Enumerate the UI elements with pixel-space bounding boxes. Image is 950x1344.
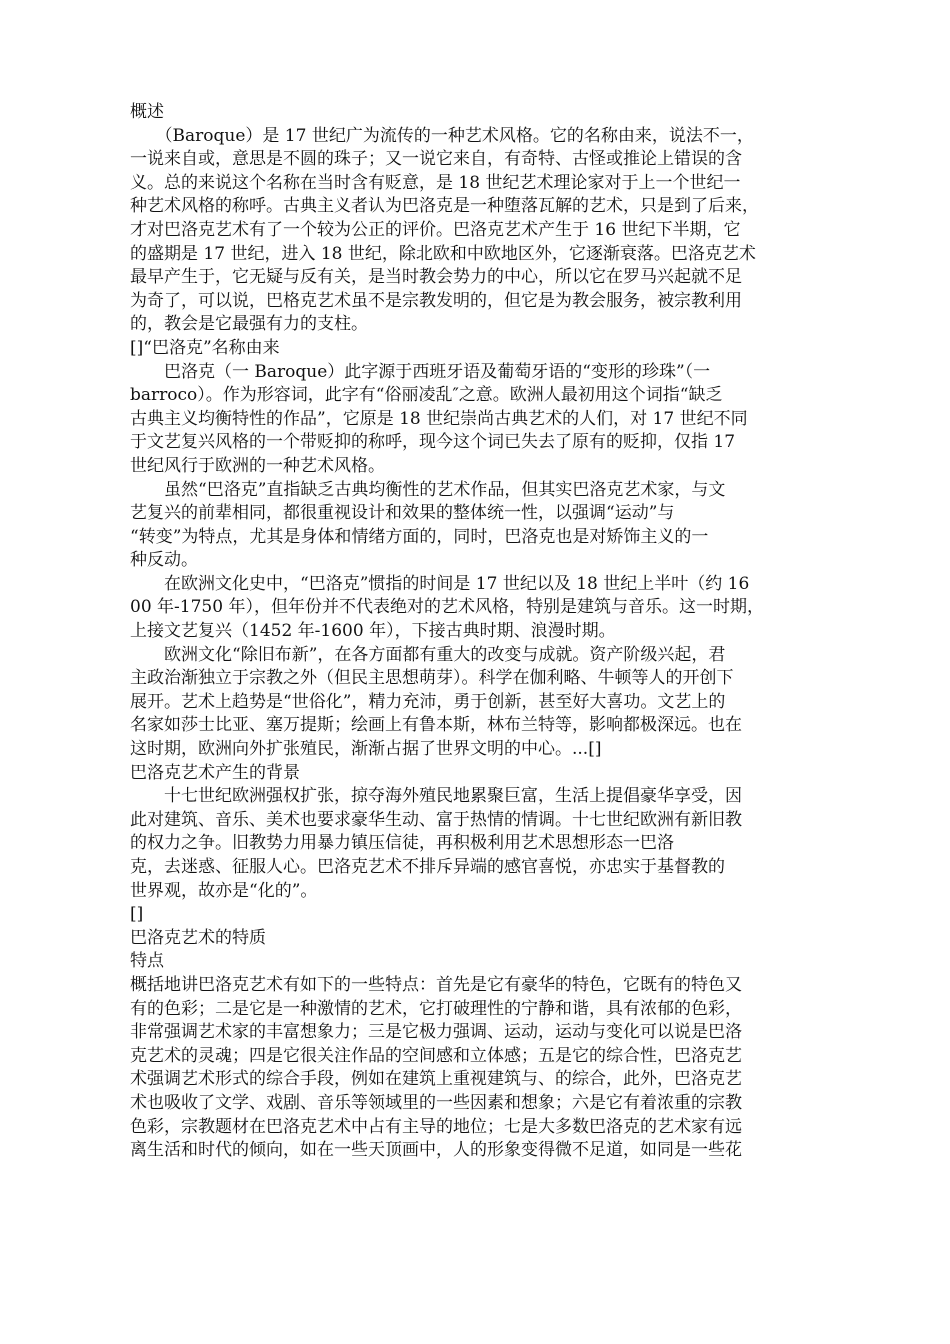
text-line: 最早产生于，它无疑与反有关，是当时教会势力的中心，所以它在罗马兴起就不足 [130, 267, 742, 288]
text-line: 巴洛克艺术的特质 [130, 927, 266, 948]
text-line: 欧洲文化“除旧布新”，在各方面都有重大的改变与成就。资产阶级兴起，君 [130, 644, 726, 665]
text-line: 概述 [130, 102, 164, 122]
text-line: （Baroque）是 17 世纪广为流传的一种艺术风格。它的名称由来，说法不一， [130, 125, 754, 146]
text-line: 古典主义均衡特性的作品”，它原是 18 世纪崇尚古典艺术的人们，对 17 世纪不同 [130, 408, 748, 429]
text-line: 概括地讲巴洛克艺术有如下的一些特点：首先是它有豪华的特色，它既有的特色又 [130, 974, 742, 995]
text-line: 克艺术的灵魂；四是它很关注作品的空间感和立体感；五是它的综合性，巴洛克艺 [130, 1045, 742, 1066]
document-body [130, 101, 830, 1163]
text-line: 艺复兴的前辈相同，都很重视设计和效果的整体统一性，以强调“运动”与 [130, 503, 675, 524]
text-line: 术强调艺术形式的综合手段，例如在建筑上重视建筑与、的综合，此外，巴洛克艺 [130, 1069, 742, 1090]
text-line: 00 年-1750 年），但年份并不代表绝对的艺术风格，特别是建筑与音乐。这一时期， [130, 597, 764, 618]
text-line: 巴洛克艺术产生的背景 [130, 762, 300, 783]
text-line: 世界观，故亦是“化的”。 [130, 880, 318, 901]
text-line: []“巴洛克”名称由来 [130, 337, 280, 358]
text-line: 种艺术风格的称呼。古典主义者认为巴洛克是一种堕落瓦解的艺术，只是到了后来， [130, 196, 759, 217]
text-line: 才对巴洛克艺术有了一个较为公正的评价。巴洛克艺术产生于 16 世纪下半期，它 [130, 219, 741, 240]
text-line: 色彩，宗教题材在巴洛克艺术中占有主导的地位；七是大多数巴洛克的艺术家有远 [130, 1116, 742, 1137]
text-line: 一说来自或，意思是不圆的珠子；又一说它来自，有奇特、古怪或推论上错误的含 [130, 149, 742, 170]
text-line: 克，去迷惑、征服人心。巴洛克艺术不排斥异端的感官喜悦，亦忠实于基督教的 [130, 857, 725, 877]
text-line: 的，教会是它最强有力的支柱。 [130, 314, 368, 335]
text-line: 在欧洲文化史中，“巴洛克”惯指的时间是 17 世纪以及 18 世纪上半叶（约 16 [130, 573, 750, 594]
text-line: 于文艺复兴风格的一个带贬抑的称呼，现今这个词已失去了原有的贬抑，仅指 17 [130, 432, 736, 453]
text-line: 虽然“巴洛克”直指缺乏古典均衡性的艺术作品，但其实巴洛克艺术家，与文 [130, 479, 726, 500]
text-line: 此对建筑、音乐、美术也要求豪华生动、富于热情的情调。十七世纪欧洲有新旧教 [130, 809, 742, 830]
text-line: 巴洛克（一 Baroque）此字源于西班牙语及葡萄牙语的“变形的珍珠”（一 [130, 361, 711, 382]
text-line: 术也吸收了文学、戏剧、音乐等领域里的一些因素和想象；六是它有着浓重的宗教 [130, 1092, 742, 1113]
text-line: 为奇了，可以说，巴格克艺术虽不是宗教发明的，但它是为教会服务，被宗教利用 [130, 290, 742, 311]
text-line: 世纪风行于欧洲的一种艺术风格。 [130, 455, 385, 476]
text-line: [] [130, 904, 144, 925]
text-line: barroco）。作为形容词，此字有“俗丽凌乱″之意。欧洲人最初用这个词指“缺乏 [130, 385, 723, 406]
text-line: 展开。艺术上趋势是“世俗化”，精力充沛，勇于创新，甚至好大喜功。文艺上的 [130, 691, 726, 712]
text-line: 上接文艺复兴（1452 年-1600 年），下接古典时期、浪漫时期。 [130, 621, 616, 642]
text-line: 这时期，欧洲向外扩张殖民，渐渐占据了世界文明的中心。...[] [130, 739, 602, 760]
text-line: 主政治渐独立于宗教之外（但民主思想萌芽）。科学在伽利略、牛顿等人的开创下 [130, 668, 734, 689]
text-line: 的盛期是 17 世纪，进入 18 世纪，除北欧和中欧地区外，它逐渐衰落。巴洛克艺术 [130, 243, 756, 264]
text-line: 特点 [130, 951, 164, 972]
text-line: 离生活和时代的倾向，如在一些天顶画中，人的形象变得微不足道，如同是一些花 [130, 1140, 742, 1161]
text-line: 种反动。 [130, 550, 198, 571]
text-line: 的权力之争。旧教势力用暴力镇压信徒，再积极利用艺术思想形态一巴洛 [130, 833, 674, 854]
text-line: 有的色彩；二是它是一种激情的艺术，它打破理性的宁静和谐，具有浓郁的色彩， [130, 998, 742, 1019]
text-line: 名家如莎士比亚、塞万提斯；绘画上有鲁本斯，林布兰特等，影响都极深远。也在 [130, 715, 742, 736]
text-line: “转变”为特点，尤其是身体和情绪方面的，同时，巴洛克也是对矫饰主义的一 [130, 526, 709, 547]
text-line: 非常强调艺术家的丰富想象力；三是它极力强调、运动，运动与变化可以说是巴洛 [130, 1022, 742, 1043]
text-line: 十七世纪欧洲强权扩张，掠夺海外殖民地累聚巨富，生活上提倡豪华享受，因 [130, 786, 742, 807]
text-line: 义。总的来说这个名称在当时含有贬意，是 18 世纪艺术理论家对于上一个世纪一 [130, 172, 741, 193]
